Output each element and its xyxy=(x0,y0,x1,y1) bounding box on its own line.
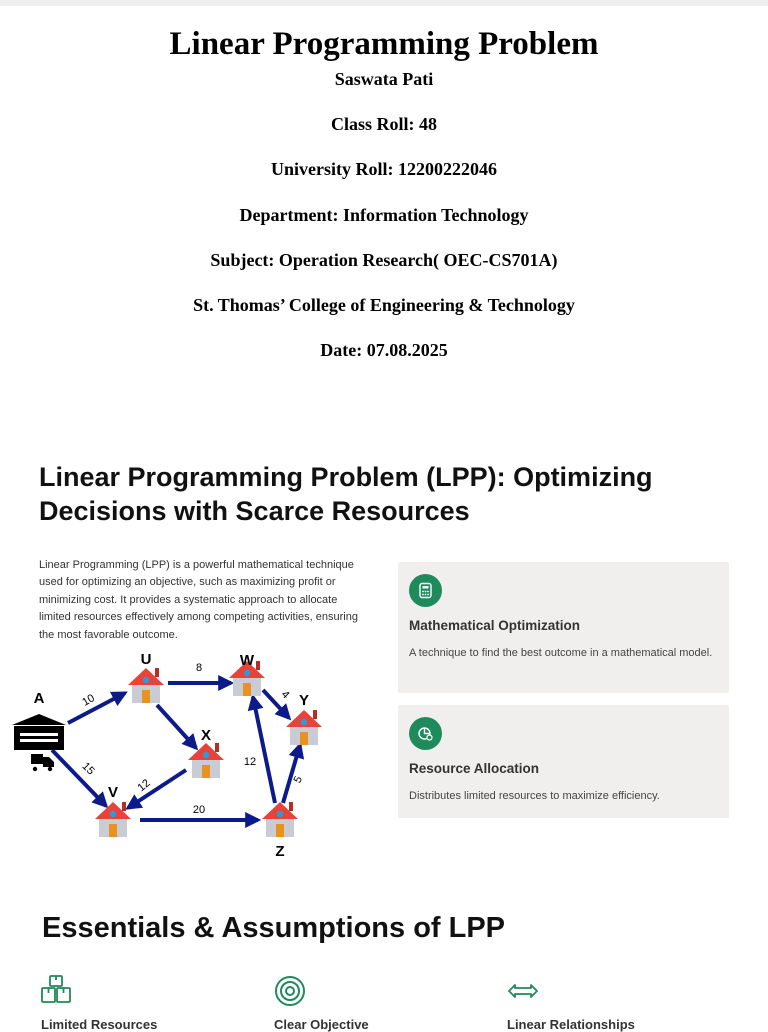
boxes-icon xyxy=(40,974,74,1006)
edge-weight: 10 xyxy=(80,692,97,709)
house-icon xyxy=(188,743,224,778)
section-title: Linear Programming Problem (LPP): Optimizing Decisions with Scarce Resources xyxy=(39,462,653,526)
edge-u-x xyxy=(157,705,196,748)
subject: Subject: Operation Research( OEC-CS701A) xyxy=(210,249,558,270)
card-description: A technique to find the best outcome in a mathematical model. xyxy=(409,647,713,659)
card-description: Distributes limited resources to maximize efficiency. xyxy=(409,790,660,802)
node-label-u: U xyxy=(140,651,152,668)
edge-weight: 8 xyxy=(195,662,203,674)
feature-label: Limited Resources xyxy=(41,1017,158,1032)
node-label-w: W xyxy=(239,652,255,669)
allocation-icon xyxy=(409,717,442,750)
college: St. Thomas’ College of Engineering & Technology xyxy=(193,294,575,315)
warehouse-icon xyxy=(12,714,66,750)
date: Date: 07.08.2025 xyxy=(320,340,448,361)
cover-block xyxy=(0,22,768,382)
house-icon xyxy=(286,710,322,745)
house-icon xyxy=(128,668,164,703)
card-resource-allocation xyxy=(398,705,729,818)
top-bar xyxy=(0,0,768,6)
author-name: Saswata Pati xyxy=(334,69,434,89)
edge-weight: 20 xyxy=(192,804,206,816)
card-mathematical-optimization xyxy=(398,562,729,693)
truck-icon xyxy=(31,754,54,771)
edge-weight: 5 xyxy=(291,774,306,786)
edge-a-v xyxy=(52,750,106,806)
calculator-icon xyxy=(409,574,442,607)
target-icon xyxy=(273,974,307,1008)
essentials-title: Essentials & Assumptions of LPP xyxy=(42,912,506,944)
house-icon xyxy=(95,802,131,837)
house-icon xyxy=(262,802,298,837)
feature-label: Clear Objective xyxy=(274,1017,369,1032)
edge-a-u xyxy=(68,693,125,723)
edge-z-w xyxy=(253,697,275,803)
arrows-icon xyxy=(506,974,540,1008)
node-label-a: A xyxy=(33,690,45,707)
university-roll: University Roll: 12200222046 xyxy=(271,159,497,180)
edge-weight: 12 xyxy=(135,777,153,795)
cover-title: Linear Programming Problem xyxy=(169,26,599,62)
node-label-y: Y xyxy=(298,692,310,709)
edge-z-y xyxy=(283,745,300,803)
edge-x-v xyxy=(128,770,186,808)
feature-label: Linear Relationships xyxy=(507,1017,635,1032)
intro-paragraph: Linear Programming (LPP) is a powerful mathematical technique used for optimizing an objective, such as maximizing profit or minimizing cost. It provides a systematic approach to allocate limited resources effectively among competing activities, ensuring the most favorable outcome. xyxy=(39,559,358,641)
edge-weight: 4 xyxy=(278,688,292,702)
node-label-z: Z xyxy=(275,843,285,860)
edge-weight: 12 xyxy=(243,756,257,768)
node-label-x: X xyxy=(200,727,212,744)
network-diagram xyxy=(0,645,360,865)
department: Department: Information Technology xyxy=(239,204,529,225)
node-label-v: V xyxy=(107,784,119,801)
class-roll: Class Roll: 48 xyxy=(330,114,437,135)
card-title: Mathematical Optimization xyxy=(409,618,581,633)
card-title: Resource Allocation xyxy=(409,761,540,776)
edge-weight: 15 xyxy=(79,760,97,778)
